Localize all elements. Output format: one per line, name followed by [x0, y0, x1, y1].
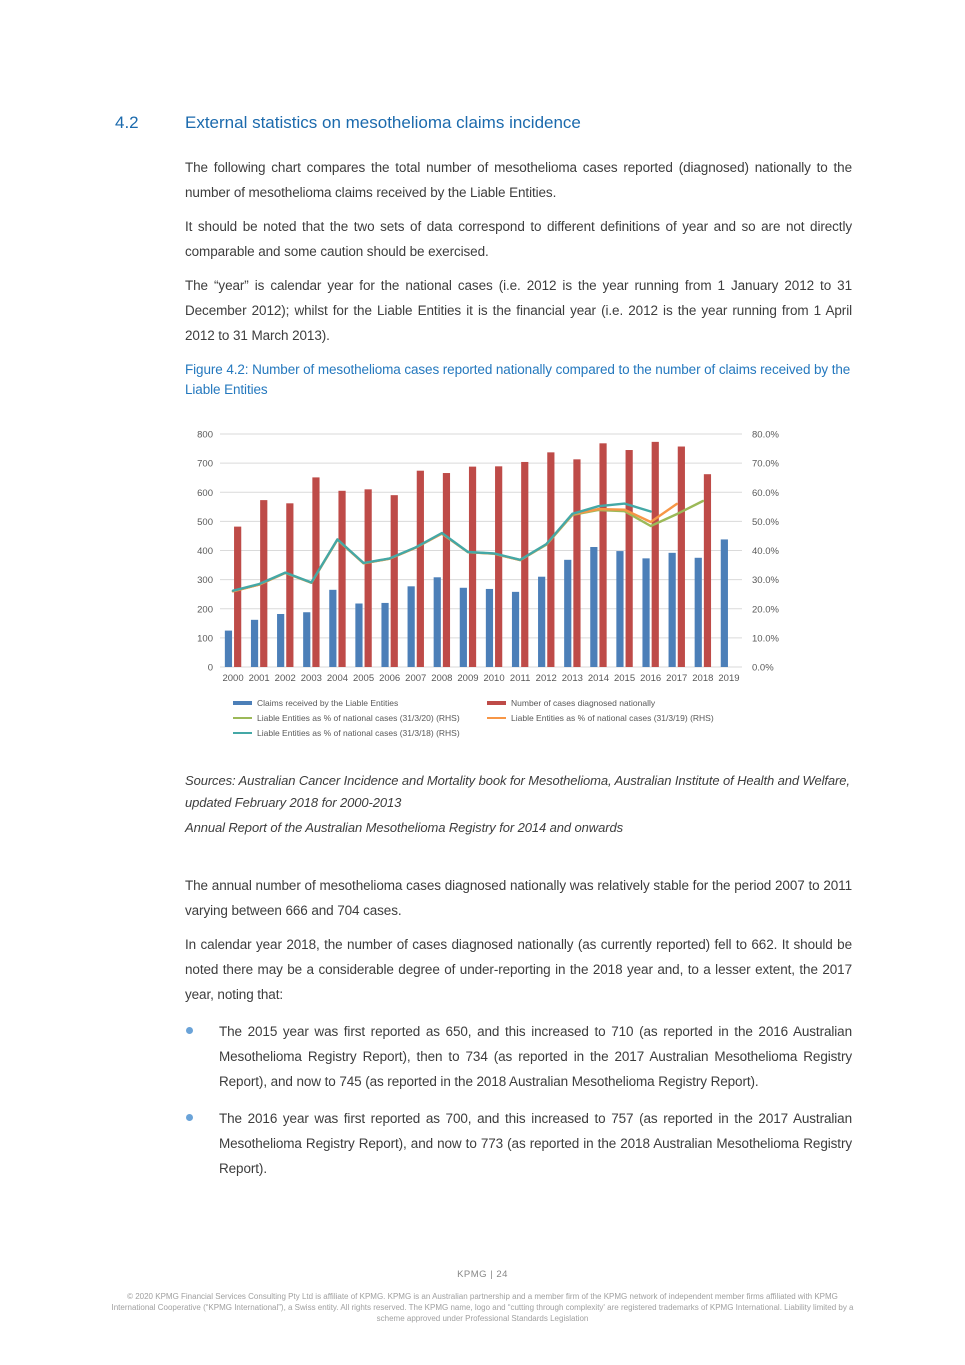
chart-bar-series-0	[355, 604, 362, 667]
section-title: External statistics on mesothelioma claims incidence	[185, 113, 581, 132]
chart-bar-series-0	[251, 620, 258, 667]
bullet-text: The 2015 year was first reported as 650, and this increased to 710 (as reported in the 2016 Australian Mesothelioma Registry Report), then to 734 (as reported in the 2017 Australian Mesothelioma Registry Report), and now to 745 (as reported in the 2018 Australian Mesothelioma Registry Report).	[219, 1024, 852, 1089]
chart-bar-series-1	[626, 450, 633, 667]
legend-item	[233, 698, 487, 708]
left-axis-tick-label: 600	[197, 487, 213, 499]
x-axis-tick-label: 2015	[613, 673, 636, 684]
legend-swatch	[487, 717, 506, 720]
paragraph: It should be noted that the two sets of data correspond to different definitions of year and so are not directly comparable and some caution should be exercised.	[185, 219, 852, 259]
bullet-item	[185, 1106, 852, 1181]
x-axis-tick-label: 2006	[379, 673, 401, 684]
legend-swatch	[487, 701, 506, 706]
right-axis-tick-label: 70.0%	[752, 458, 779, 470]
chart-bar-series-1	[521, 462, 528, 667]
figure-caption: Figure 4.2: Number of mesothelioma cases reported nationally compared to the number of claims received by the Liable Entities	[185, 362, 851, 397]
legal-text: © 2020 KPMG Financial Services Consulting Pty Ltd is affiliate of KPMG. KPMG is an Australian partnership and a member firm of the KPMG network of independent member firms affiliated with KPMG International Cooperative (“KPMG International”), a Swiss entity. All rights reserved. The KPMG name, logo and “cutting through complexity' are registered trademarks of KPMG International. Liability limited by a scheme approved under Professional Standards Legislation	[111, 1292, 854, 1323]
chart-bar-series-1	[495, 466, 502, 667]
chart-bar-series-1	[338, 491, 345, 667]
legend-swatch	[233, 717, 252, 720]
source-note: Sources: Australian Cancer Incidence and Mortality book for Mesothelioma, Australian Institute of Health and Welfare, updated February 2018 for 2000-2013	[185, 773, 850, 810]
legend-label: Claims received by the Liable Entities	[257, 698, 399, 708]
bullet-text: The 2016 year was first reported as 700, and this increased to 757 (as reported in the 2017 Australian Mesothelioma Registry Report), and now to 773 (as reported in the 2018 Australian Mesothelioma Registry Report).	[219, 1111, 852, 1176]
legend-item	[233, 728, 487, 738]
chart-bar-series-0	[225, 631, 232, 667]
right-axis-tick-label: 10.0%	[752, 633, 779, 645]
x-axis-tick-label: 2013	[561, 673, 583, 684]
page-content	[185, 155, 852, 1193]
chart-bar-series-0	[486, 589, 493, 667]
chart-bar-series-0	[381, 603, 388, 667]
x-axis-tick-label: 2001	[248, 673, 270, 684]
chart-bar-series-1	[443, 473, 450, 667]
left-axis-tick-label: 700	[197, 458, 213, 470]
chart-line-series-2	[233, 504, 651, 591]
legend-label: Liable Entities as % of national cases (31/3/18) (RHS)	[257, 728, 460, 738]
x-axis-tick-label: 2009	[457, 673, 479, 684]
chart-bar-series-1	[704, 474, 711, 667]
chart-bar-series-0	[460, 588, 467, 667]
bullet-icon	[186, 1027, 193, 1034]
left-axis-tick-label: 100	[197, 633, 213, 645]
section-number: 4.2	[115, 113, 139, 132]
chart-bar-series-0	[434, 577, 441, 667]
x-axis-tick-label: 2007	[405, 673, 427, 684]
x-axis-tick-label: 2011	[509, 673, 531, 684]
right-axis-tick-label: 40.0%	[752, 546, 779, 557]
chart-bar-series-0	[590, 547, 597, 667]
right-axis-tick-label: 20.0%	[752, 604, 779, 616]
paragraph: The following chart compares the total number of mesothelioma cases reported (diagnosed) nationally to the number of mesothelioma claims received by the Liable Entities.	[185, 160, 852, 200]
x-axis-tick-label: 2000	[222, 673, 244, 684]
chart-bar-series-0	[564, 560, 571, 667]
x-axis-tick-label: 2017	[666, 673, 688, 684]
chart-bar-series-0	[538, 577, 545, 667]
right-axis-tick-label: 30.0%	[752, 575, 779, 587]
chart-bar-series-0	[695, 558, 702, 667]
legend-label: Liable Entities as % of national cases (31/3/19) (RHS)	[511, 713, 714, 723]
bullet-item	[185, 1019, 852, 1094]
x-axis-tick-label: 2018	[692, 673, 714, 684]
x-axis-tick-label: 2019	[718, 673, 740, 684]
bullet-list	[185, 1019, 852, 1181]
chart-bar-series-0	[303, 612, 310, 667]
chart-bar-series-1	[547, 452, 554, 667]
chart-bar-series-1	[678, 447, 685, 667]
chart-plot-area	[185, 422, 807, 690]
chart-bar-series-1	[573, 459, 580, 667]
figure-chart	[185, 422, 852, 738]
chart-bar-series-0	[277, 614, 284, 667]
legend-item	[487, 713, 852, 723]
x-axis-tick-label: 2003	[300, 673, 322, 684]
chart-bar-series-1	[469, 467, 476, 667]
left-axis-tick-label: 500	[197, 516, 213, 528]
chart-legend	[233, 698, 852, 738]
page-number: KPMG | 24	[457, 1269, 508, 1280]
legend-label: Number of cases diagnosed nationally	[511, 698, 656, 708]
legend-swatch	[233, 732, 252, 735]
bullet-icon	[186, 1114, 193, 1121]
chart-bar-series-1	[286, 503, 293, 667]
paragraph: The annual number of mesothelioma cases diagnosed nationally was relatively stable for the period 2007 to 2011 varying between 666 and 704 cases.	[185, 878, 852, 918]
chart-bar-series-0	[642, 558, 649, 667]
paragraph: The “year” is calendar year for the national cases (i.e. 2012 is the year running from 1 January 2012 to 31 December 2012); whilst for the Liable Entities it is the financial year (i.e. 2012 is the year running from 1 April 2012 to 31 March 2013).	[185, 278, 852, 343]
x-axis-tick-label: 2004	[326, 673, 349, 684]
x-axis-tick-label: 2002	[274, 673, 296, 684]
chart-bar-series-0	[408, 586, 415, 667]
chart-bar-series-0	[721, 539, 728, 667]
left-axis-tick-label: 800	[197, 429, 213, 441]
chart-bar-series-1	[365, 489, 372, 667]
legend-item	[487, 698, 852, 708]
chart-bar-series-0	[329, 590, 336, 667]
x-axis-tick-label: 2008	[431, 673, 453, 684]
chart-bar-series-1	[391, 495, 398, 667]
left-axis-tick-label: 0	[207, 662, 213, 674]
right-axis-tick-label: 50.0%	[752, 516, 779, 528]
chart-bar-series-1	[652, 442, 659, 667]
chart-bar-series-0	[512, 592, 519, 667]
source-note: Annual Report of the Australian Mesothelioma Registry for 2014 and onwards	[185, 820, 623, 835]
left-axis-tick-label: 300	[197, 575, 213, 587]
section-heading	[115, 113, 581, 133]
x-axis-tick-label: 2016	[640, 673, 662, 684]
legend-label: Liable Entities as % of national cases (31/3/20) (RHS)	[257, 713, 460, 723]
chart-bar-series-0	[616, 551, 623, 667]
x-axis-tick-label: 2005	[352, 673, 375, 684]
legend-swatch	[233, 701, 252, 706]
chart-bar-series-1	[234, 527, 241, 667]
chart-bar-series-1	[599, 443, 606, 667]
chart-bar-series-1	[417, 471, 424, 667]
right-axis-tick-label: 0.0%	[752, 662, 774, 674]
x-axis-tick-label: 2012	[535, 673, 557, 684]
chart-bar-series-0	[669, 553, 676, 667]
x-axis-tick-label: 2010	[483, 673, 505, 684]
paragraph: In calendar year 2018, the number of cases diagnosed nationally (as currently reported) fell to 662. It should be noted there may be a considerable degree of under-reporting in the 2018 year and, to a lesser extent, the 2017 year, noting that:	[185, 937, 852, 1002]
left-axis-tick-label: 200	[197, 604, 213, 616]
right-axis-tick-label: 60.0%	[752, 487, 779, 499]
x-axis-tick-label: 2014	[587, 673, 610, 684]
left-axis-tick-label: 400	[197, 546, 213, 557]
right-axis-tick-label: 80.0%	[752, 429, 779, 441]
legend-item	[233, 713, 487, 723]
